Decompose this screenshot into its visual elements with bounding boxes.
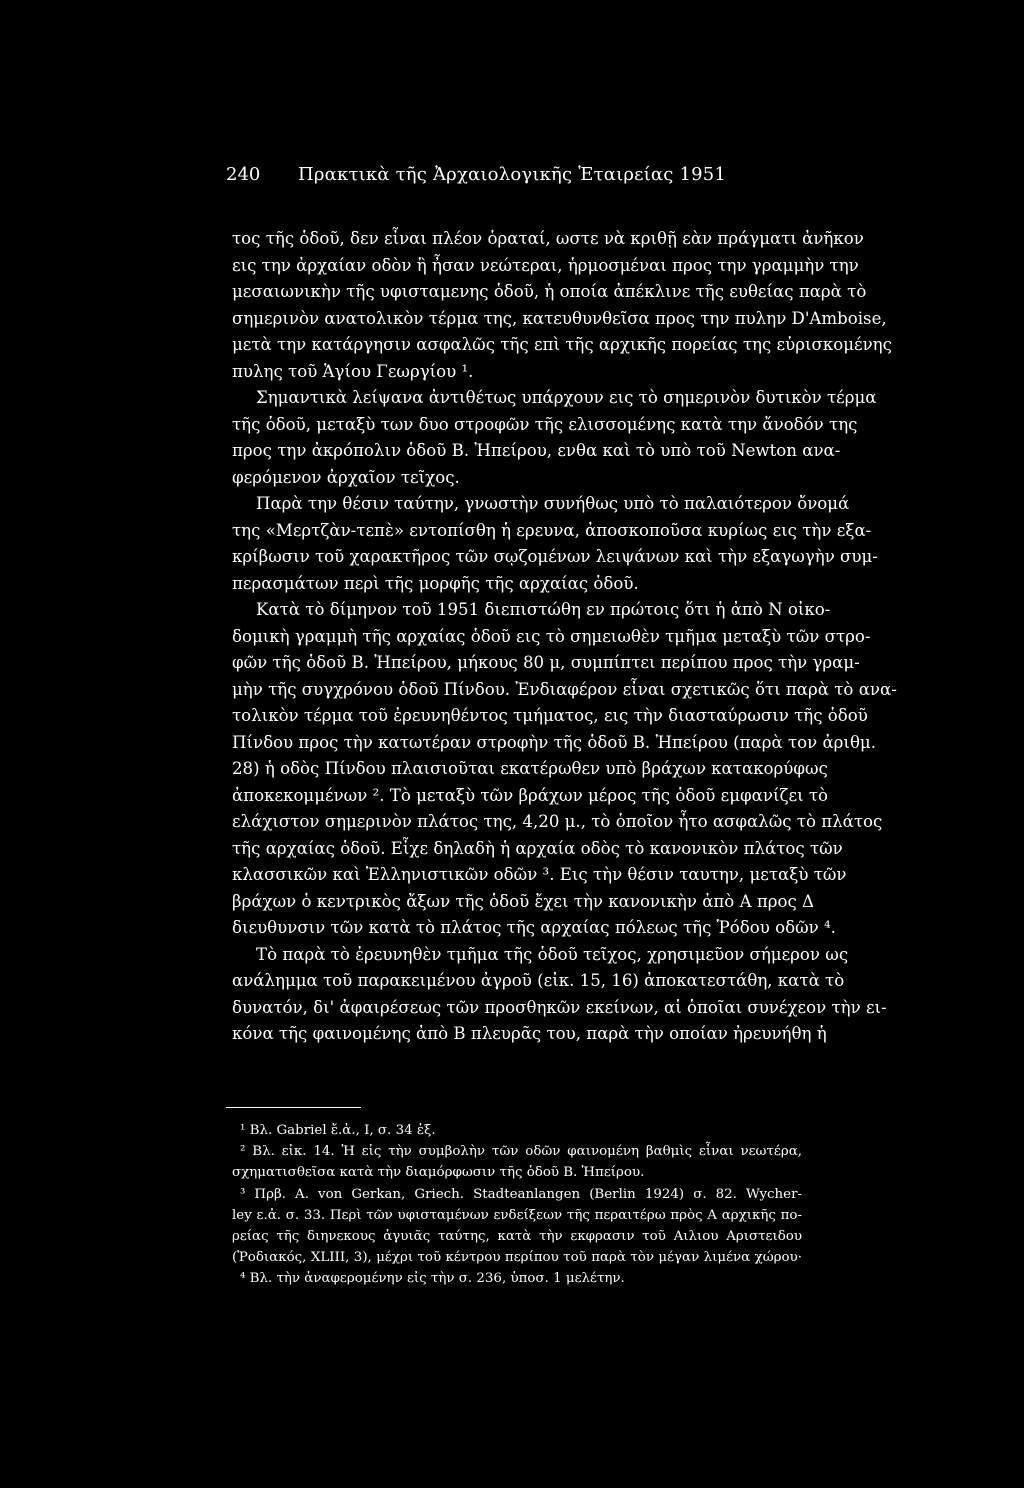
page-number: 240 bbox=[226, 164, 261, 185]
footnote-line: ⁴ Βλ. τὴν ἀναφερομένην εἰς τὴν σ. 236, ὑποσ. 1 μελέτην. bbox=[240, 1271, 625, 1287]
body-text bbox=[232, 226, 897, 1048]
text-line: μὴν τῆς συγχρόνου ὁδοῦ Πίνδου. Ἐνδιαφέρον εἶναι σχετικῶς ὅτι παρὰ τὸ ανα- bbox=[232, 679, 897, 699]
text-line: τολικὸν τέρμα τοῦ ἐρευνηθέντος τμήματος, εις τὴν διασταύρωσιν τῆς ὁδοῦ bbox=[232, 706, 868, 725]
footnote-line: σχηματισθεῖσα κατὰ τὴν διαμόρφωσιν τῆς ὁδοῦ Β. Ἠπείρου. bbox=[232, 1165, 645, 1181]
text-line: βράχων ὁ κεντρικὸς ἄξων τῆς ὁδοῦ ἔχει τὴν κανονικὴν ἀπὸ Α προς Δ bbox=[232, 891, 815, 911]
text-line: Παρὰ την θέσιν ταύτην, γνωστὴν συνήθως υπὸ τὸ παλαιότερον ὄνομά bbox=[256, 494, 850, 513]
text-line: Σημαντικὰ λείψανα ἀντιθέτως υπάρχουν εις τὸ σημερινὸν δυτικὸν τέρμα bbox=[256, 388, 877, 407]
footnote-line: ² Βλ. εἰκ. 14. Ἡ εἰς τὴν συμβολὴν τῶν οδῶν φαινομένη βαθμὶς εἶναι νεωτέρα, bbox=[240, 1144, 802, 1160]
text-line: σημερινὸν ανατολικὸν τέρμα της, κατευθυνθεῖσα προς την πυλην D'Amboise, bbox=[232, 308, 887, 328]
text-line: της «Μερτζὰν-τεπὲ» εντοπίσθη ἡ ερευνα, ἀποσκοποῦσα κυρίως εις τὴν εξα- bbox=[232, 520, 872, 540]
text-line: τος τῆς ὁδοῦ, δεν εἶναι πλέον ὁραταί, ωστε νὰ κριθῇ εὰν πράγματι ἀνῆκον bbox=[232, 229, 864, 248]
text-line: ἀποκεκομμένων ². Τὸ μεταξὺ τῶν βράχων μέρος τῆς ὁδοῦ εμφανίζει τὸ bbox=[232, 785, 829, 805]
footnote-line: ρείας τῆς διηνεκους ἀγυιᾶς ταύτης, κατὰ τὴν εκφρασιν τοῦ Αιλιου Αριστειδου bbox=[232, 1228, 802, 1244]
text-line: Κατὰ τὸ δίμηνον τοῦ 1951 διεπιστώθη εν πρώτοις ὅτι ἡ ἀπὸ Ν οἰκο- bbox=[256, 600, 831, 619]
text-line: 28) ἡ οδὸς Πίνδου πλαισιοῦται εκατέρωθεν υπὸ βράχων κατακορύφως bbox=[232, 759, 828, 778]
text-line: προς την ἀκρόπολιν ὁδοῦ Β. Ἠπείρου, ενθα καὶ τὸ υπὸ τοῦ Newton ανα- bbox=[232, 441, 841, 460]
text-line: εις την ἀρχαίαν οδὸν ἢ ἦσαν νεώτεραι, ἡρμοσμέναι προς την γραμμὴν την bbox=[232, 255, 859, 275]
text-line: μεσαιωνικὴν τῆς υφισταμενης ὁδοῦ, ἡ οποία ἀπέκλινε τῆς ευθείας παρὰ τὸ bbox=[232, 282, 867, 301]
text-line: μετὰ την κατάργησιν ασφαλῶς τῆς επὶ τῆς αρχικῆς πορείας της εὑρισκομένης bbox=[232, 335, 892, 354]
text-line: δομικὴ γραμμὴ τῆς αρχαίας ὁδοῦ εις τὸ σημειωθὲν τμῆμα μεταξὺ τῶν στρο- bbox=[232, 626, 871, 646]
footnotes bbox=[232, 1120, 802, 1290]
text-line: φῶν τῆς ὁδοῦ Β. Ἠπείρου, μήκους 80 μ, συμπίπτει περίπου προς τὴν γραμ- bbox=[232, 653, 860, 672]
running-header bbox=[226, 164, 806, 194]
text-line: Πίνδου προς τὴν κατωτέραν στροφὴν τῆς ὁδοῦ Β. Ἠπείρου (παρὰ τον ἀριθμ. bbox=[232, 732, 876, 752]
text-line: φερόμενον ἀρχαῖον τεῖχος. bbox=[232, 467, 460, 487]
text-line: κόνα τῆς φαινομένης ἀπὸ Β πλευρᾶς του, παρὰ τὴν οποίαν ἠρευνήθη ἡ bbox=[232, 1024, 827, 1043]
text-line: ανάλημμα τοῦ παρακειμένου ἀγροῦ (εἰκ. 15, 16) ἀποκατεστάθη, κατὰ τὸ bbox=[232, 971, 845, 990]
text-line: κρίβωσιν τοῦ χαρακτῆρος τῶν σῳζομένων λειψάνων καὶ τὴν εξαγωγὴν συμ- bbox=[232, 547, 878, 566]
footnote-rule bbox=[226, 1107, 361, 1108]
text-line: διευθυνσιν τῶν κατὰ τὸ πλάτος τῆς αρχαίας πόλεως τῆς Ῥόδου οδῶν ⁴. bbox=[232, 918, 836, 937]
text-line: περασμάτων περὶ τῆς μορφῆς τῆς αρχαίας ὁδοῦ. bbox=[232, 573, 639, 593]
text-line: κλασσικῶν καὶ Ἑλληνιστικῶν οδῶν ³. Εις τὴν θέσιν ταυτην, μεταξὺ τῶν bbox=[232, 865, 847, 884]
text-line: τῆς ὁδοῦ, μεταξὺ των δυο στροφῶν τῆς ελισσομένης κατὰ την ἄνοδόν της bbox=[232, 414, 858, 434]
footnote-line: ¹ Βλ. Gabriel ἔ.ἀ., I, σ. 34 ἑξ. bbox=[240, 1123, 436, 1138]
text-line: τῆς αρχαίας ὁδοῦ. Εἶχε δηλαδὴ ἡ αρχαία οδὸς τὸ κανονικὸν πλάτος τῶν bbox=[232, 838, 843, 858]
footnote-line: ³ Πρβ. A. von Gerkan, Griech. Stadteanlangen (Berlin 1924) σ. 82. Wycher- bbox=[240, 1186, 802, 1202]
text-line: πυλης τοῦ Ἁγίου Γεωργίου ¹. bbox=[232, 361, 474, 381]
text-line: ελάχιστον σημερινὸν πλάτος της, 4,20 μ., τὸ ὁποῖον ἦτο ασφαλῶς τὸ πλάτος bbox=[232, 812, 883, 831]
footnote-line: ley ε.ἀ. σ. 33. Περὶ τῶν υφισταμένων ενδείξεων τῆς περαιτέρω πρὸς Α αρχικῆς πο- bbox=[232, 1207, 802, 1223]
running-title: Πρακτικὰ τῆς Ἀρχαιολογικῆς Ἑταιρείας 1951 bbox=[298, 164, 727, 185]
footnote-line: (Ῥοδιακός, XLIII, 3), μέχρι τοῦ κέντρου περίπου τοῦ παρὰ τὸν μέγαν λιμένα χώρου· bbox=[232, 1250, 802, 1266]
text-line: Τὸ παρὰ τὸ ἐρευνηθὲν τμῆμα τῆς ὁδοῦ τεῖχος, χρησιμεῦον σήμερον ως bbox=[256, 944, 849, 964]
text-line: δυνατόν, δι' ἀφαιρέσεως τῶν προσθηκῶν εκείνων, αἱ ὁποῖαι συνέχεον τὴν ει- bbox=[232, 997, 887, 1017]
